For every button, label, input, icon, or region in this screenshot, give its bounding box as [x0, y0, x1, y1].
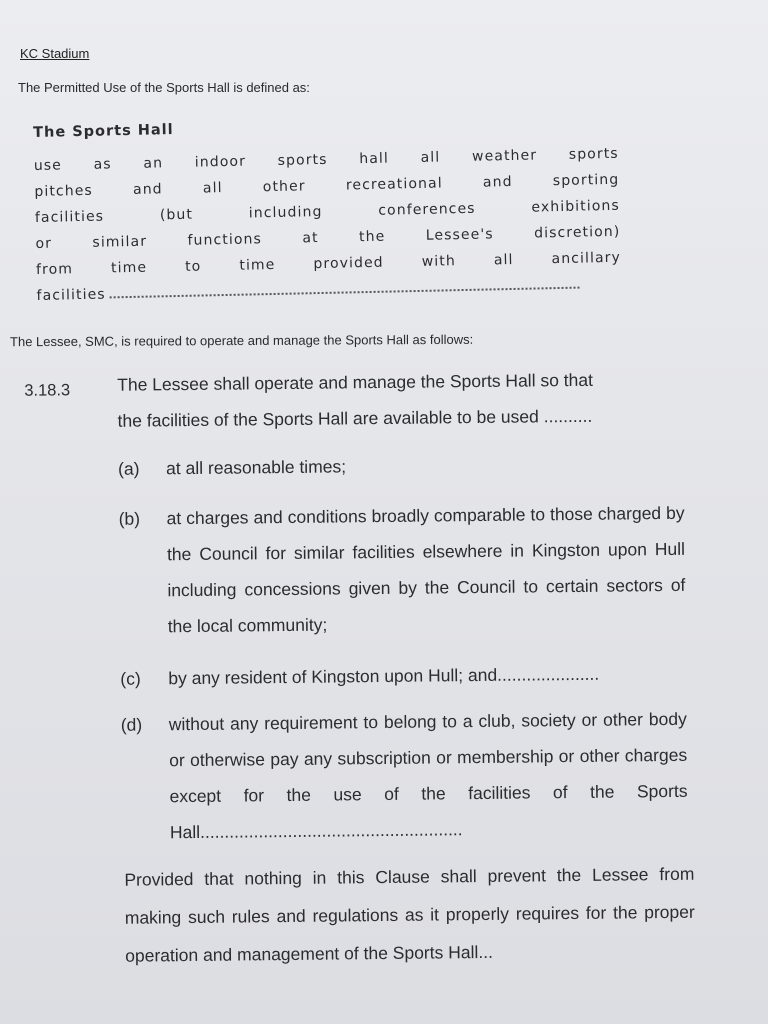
clause-item-a — [118, 445, 688, 491]
document-heading: KC Stadium — [20, 46, 90, 61]
clause-item-c — [120, 655, 690, 701]
definition-line: pitches and all other recreational and sporting — [34, 171, 620, 200]
clause-line: the facilities of the Sports Hall are available to be used .......... — [117, 405, 593, 431]
permitted-use-intro: The Permitted Use of the Sports Hall is defined as: — [18, 80, 310, 95]
item-label: (b) — [118, 508, 141, 529]
item-label: (d) — [120, 714, 143, 735]
item-label: (a) — [117, 458, 140, 479]
item-text: by any resident of Kingston upon Hull; and..................... — [168, 663, 600, 689]
item-text: without any requirement to belong to a club, society or other body or otherwise pay any subscription or membership or other charges except for the use of the facilities of the Sports Hall...................................................... — [168, 708, 688, 843]
dotted-leader — [110, 287, 580, 299]
definition-line: facilities — [36, 286, 106, 304]
clause-item-b — [118, 495, 690, 651]
clause-3-18-3 — [0, 356, 768, 984]
clause-proviso: Provided that nothing in this Clause shall prevent the Lessee from making such rules and regulations as it properly requires for the proper operation and management of the Sports Hall... — [124, 863, 695, 966]
clause-number: 3.18.3 — [24, 381, 71, 400]
item-label: (c) — [120, 668, 141, 689]
definition-line: facilities (but including conferences exhibitions — [34, 197, 620, 226]
item-text: at charges and conditions broadly comparable to those charged by the Council for similar facilities elsewhere in Kingston upon Hull including concessions given by the Council to certain sectors of the local community; — [166, 502, 686, 637]
clause-lead-text — [117, 361, 678, 439]
lessee-requirement-intro: The Lessee, SMC, is required to operate and manage the Sports Hall as follows: — [9, 331, 474, 350]
clause-line: The Lessee shall operate and manage the Sports Hall so that — [117, 369, 594, 395]
clause-item-d — [121, 701, 693, 857]
item-text: at all reasonable times; — [165, 456, 347, 479]
definition-line: or similar functions at the Lessee's discretion) — [35, 223, 621, 252]
definition-line: from time to time provided with all ancillary — [35, 249, 622, 278]
sports-hall-definition — [33, 113, 622, 309]
definition-line: use as an indoor sports hall all weather sports — [33, 145, 619, 174]
definition-title: The Sports Hall — [33, 122, 174, 141]
